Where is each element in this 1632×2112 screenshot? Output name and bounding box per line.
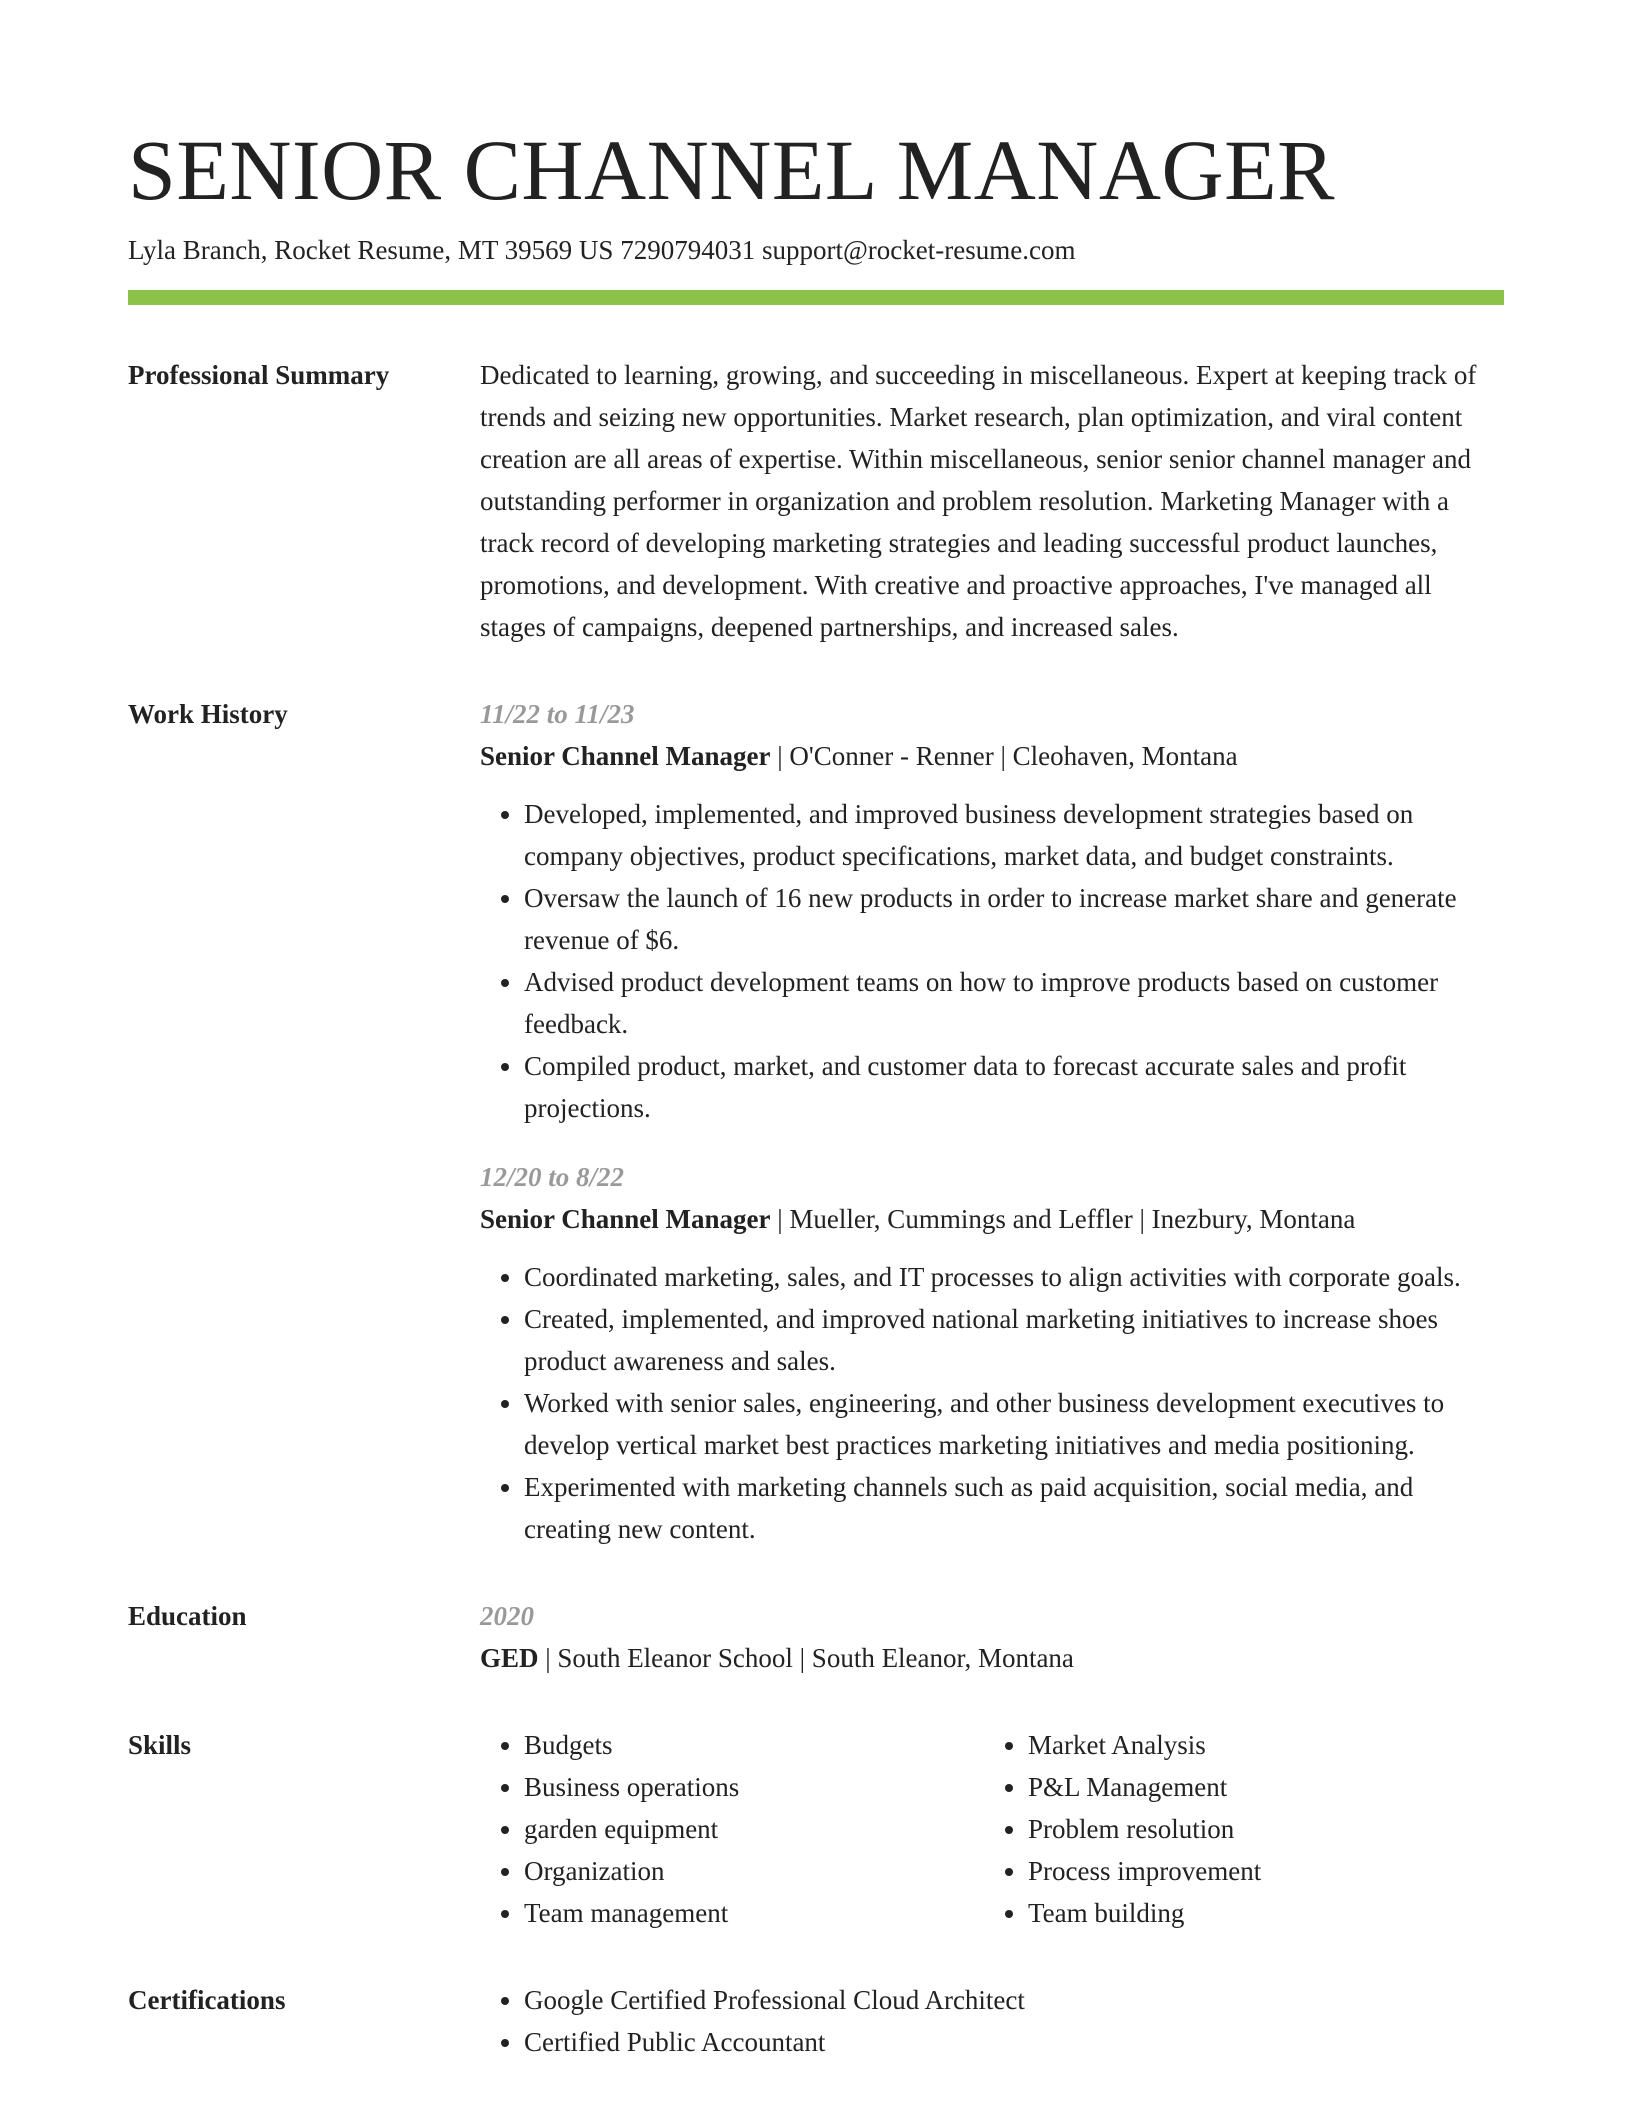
job-bullet: • Oversaw the launch of 16 new products in order to increase market share and generate revenue of $6.: [524, 877, 1504, 961]
education-section: [128, 1598, 1504, 1679]
certification-item: • Certified Public Accountant: [524, 2021, 1504, 2063]
job-dates: 12/20 to 8/22: [480, 1162, 625, 1192]
certification-item: • Google Certified Professional Cloud Architect: [524, 1979, 1504, 2021]
job-bullet: • Worked with senior sales, engineering, and other business development executives to develop vertical market best practices marketing initiatives and media positioning.: [524, 1382, 1504, 1466]
skill-item: • garden equipment: [524, 1808, 984, 1850]
job-bullet: • Developed, implemented, and improved business development strategies based on company objectives, product specifications, market data, and budget constraints.: [524, 793, 1504, 877]
resume-title: SENIOR CHANNEL MANAGER: [128, 122, 1336, 218]
skill-item: • Business operations: [524, 1766, 984, 1808]
skills-grid: [480, 1724, 1504, 1934]
certifications-heading: Certifications: [128, 1985, 286, 2015]
certifications-list: [480, 1979, 1504, 2063]
job-company-location: | Mueller, Cummings and Leffler | Inezbury, Montana: [770, 1204, 1356, 1234]
school-location: | South Eleanor School | South Eleanor, Montana: [538, 1643, 1074, 1673]
skill-item: • Organization: [524, 1850, 984, 1892]
job-bullet: • Compiled product, market, and customer data to forecast accurate sales and profit projections.: [524, 1045, 1504, 1129]
education-heading: Education: [128, 1601, 247, 1631]
resume-page: [128, 0, 1504, 2063]
skill-item: • Problem resolution: [1028, 1808, 1488, 1850]
job-entry: [480, 1156, 1504, 1550]
summary-section: [128, 357, 1504, 648]
skills-column-1: [480, 1724, 984, 1934]
job-dates: 11/22 to 11/23: [480, 699, 635, 729]
job-title: Senior Channel Manager: [480, 741, 771, 771]
job-bullet: • Experimented with marketing channels such as paid acquisition, social media, and creating new content.: [524, 1466, 1504, 1550]
job-bullet: • Created, implemented, and improved national marketing initiatives to increase shoes product awareness and sales.: [524, 1298, 1504, 1382]
skills-section: [128, 1727, 1504, 1934]
job-bullets: [480, 1256, 1504, 1550]
work-history-section: [128, 696, 1504, 1550]
job-bullet: • Coordinated marketing, sales, and IT processes to align activities with corporate goals.: [524, 1256, 1504, 1298]
job-bullet: • Advised product development teams on how to improve products based on customer feedback.: [524, 961, 1504, 1045]
job-bullets: [480, 793, 1504, 1129]
job-company-location: | O'Conner - Renner | Cleohaven, Montana: [770, 741, 1238, 771]
summary-text: Dedicated to learning, growing, and succeeding in miscellaneous. Expert at keeping track of trends and seizing new opportunities. Market research, plan optimization, and viral content creation are all areas of expertise. Within miscellaneous, senior senior channel manager and outstanding performer in organization and problem resolution. Marketing Manager with a track record of developing marketing strategies and leading successful product launches, promotions, and development. With creative and proactive approaches, I've managed all stages of campaigns, deepened partnerships, and increased sales.: [480, 360, 1477, 642]
skills-heading: Skills: [128, 1730, 192, 1760]
skill-item: • Process improvement: [1028, 1850, 1488, 1892]
contact-line: Lyla Branch, Rocket Resume, MT 39569 US 7290794031 support@rocket-resume.com: [128, 235, 1076, 265]
job-heading: [480, 735, 1504, 777]
summary-heading: Professional Summary: [128, 360, 390, 390]
job-title: Senior Channel Manager: [480, 1204, 771, 1234]
accent-divider: [128, 290, 1504, 305]
work-history-heading: Work History: [128, 699, 288, 729]
skills-column-2: [984, 1724, 1488, 1934]
skill-item: • Market Analysis: [1028, 1724, 1488, 1766]
education-entry: [480, 1637, 1504, 1679]
education-year: 2020: [480, 1601, 534, 1631]
job-heading: [480, 1198, 1504, 1240]
job-entry: [480, 693, 1504, 1129]
skill-item: • Team building: [1028, 1892, 1488, 1934]
certifications-section: [128, 1982, 1504, 2063]
degree: GED: [480, 1643, 539, 1673]
skill-item: • P&L Management: [1028, 1766, 1488, 1808]
skill-item: • Budgets: [524, 1724, 984, 1766]
skill-item: • Team management: [524, 1892, 984, 1934]
